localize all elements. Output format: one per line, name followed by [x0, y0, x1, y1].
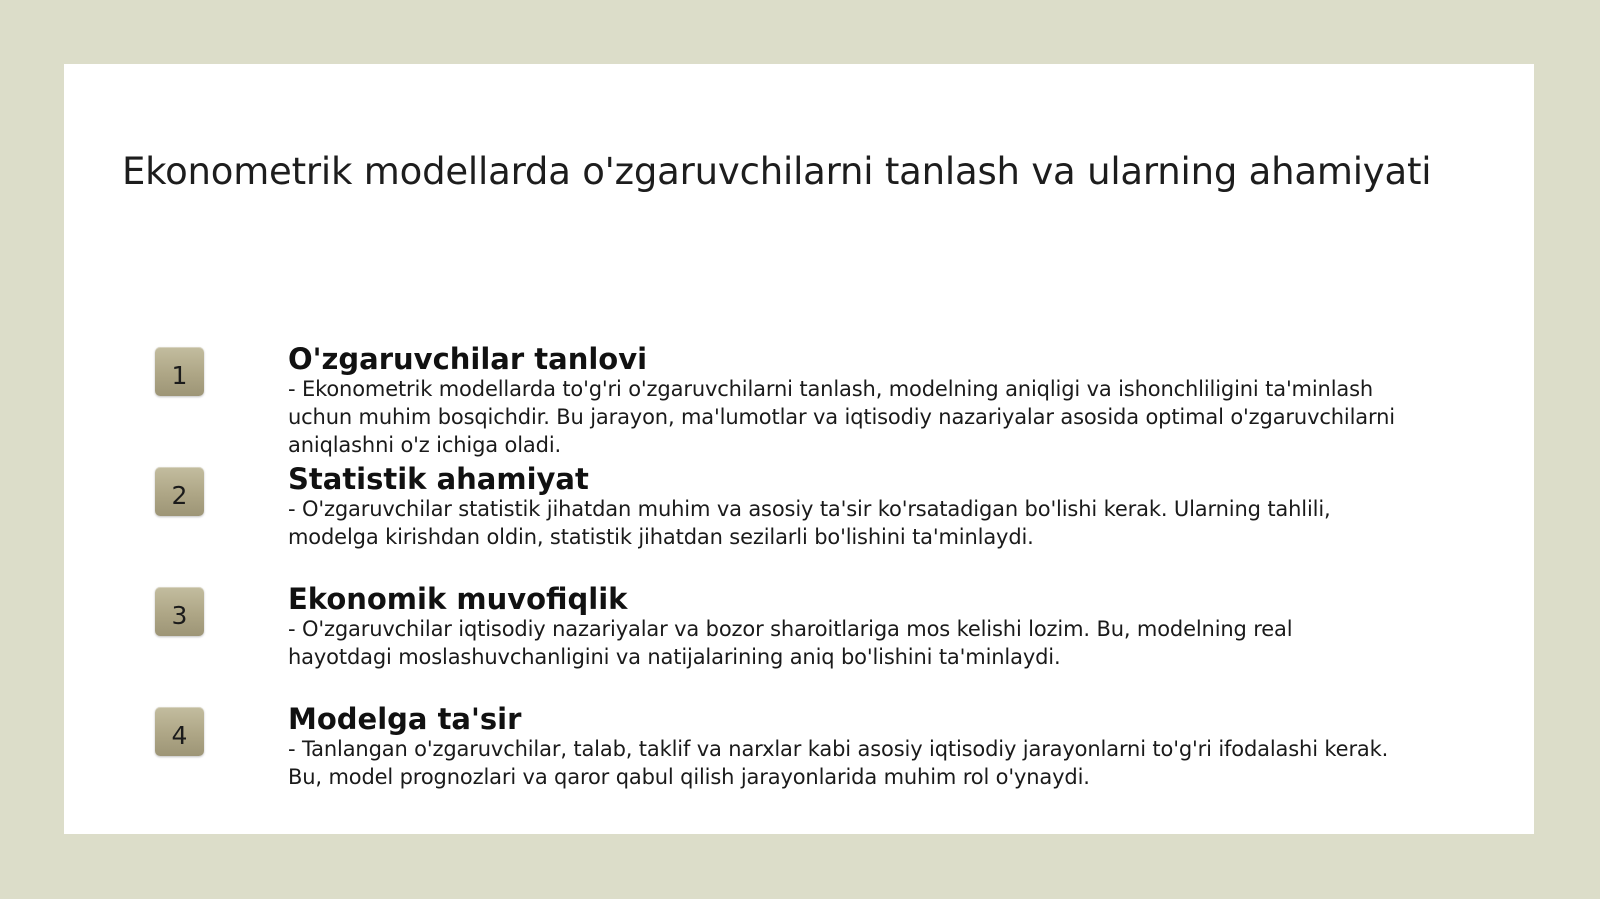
number-badge-1: 1	[155, 347, 204, 396]
item-description-1: - Ekonometrik modellarda to'g'ri o'zgaruvchilarni tanlash, modelning aniqligi va ishonchliligini ta'minlash uchun muhim bosqichdir. Bu jarayon, ma'lumotlar va iqtisodiy nazariyalar asosida optimal o'zgaruvchilarni aniqlashni o'z ichiga oladi.	[288, 377, 1395, 457]
item-description-2: - O'zgaruvchilar statistik jihatdan muhim va asosiy ta'sir ko'rsatadigan bo'lishi kerak. Ularning tahlili, modelga kirishdan oldin, statistik jihatdan sezilarli bo'lishini ta'minlaydi.	[288, 497, 1331, 549]
item-description-3: - O'zgaruvchilar iqtisodiy nazariyalar va bozor sharoitlariga mos kelishi lozim. Bu, modelning real hayotdagi moslashuvchanligini va natijalarining aniq bo'lishini ta'minlaydi.	[288, 617, 1293, 669]
slide-title: Ekonometrik modellarda o'zgaruvchilarni tanlash va ularning ahamiyati	[122, 150, 1432, 193]
number-badge-2: 2	[155, 467, 204, 516]
item-heading-3: Ekonomik muvofiqlik	[288, 582, 628, 616]
number-badge-4: 4	[155, 707, 204, 756]
number-badge-3: 3	[155, 587, 204, 636]
item-heading-2: Statistik ahamiyat	[288, 462, 589, 496]
slide	[64, 64, 1534, 834]
item-heading-4: Modelga ta'sir	[288, 702, 522, 736]
item-description-4: - Tanlangan o'zgaruvchilar, talab, taklif va narxlar kabi asosiy iqtisodiy jarayonlarni to'g'ri ifodalashi kerak. Bu, model prognozlari va qaror qabul qilish jarayonlarida muhim rol o'ynaydi.	[288, 737, 1389, 789]
item-heading-1: O'zgaruvchilar tanlovi	[288, 342, 648, 376]
